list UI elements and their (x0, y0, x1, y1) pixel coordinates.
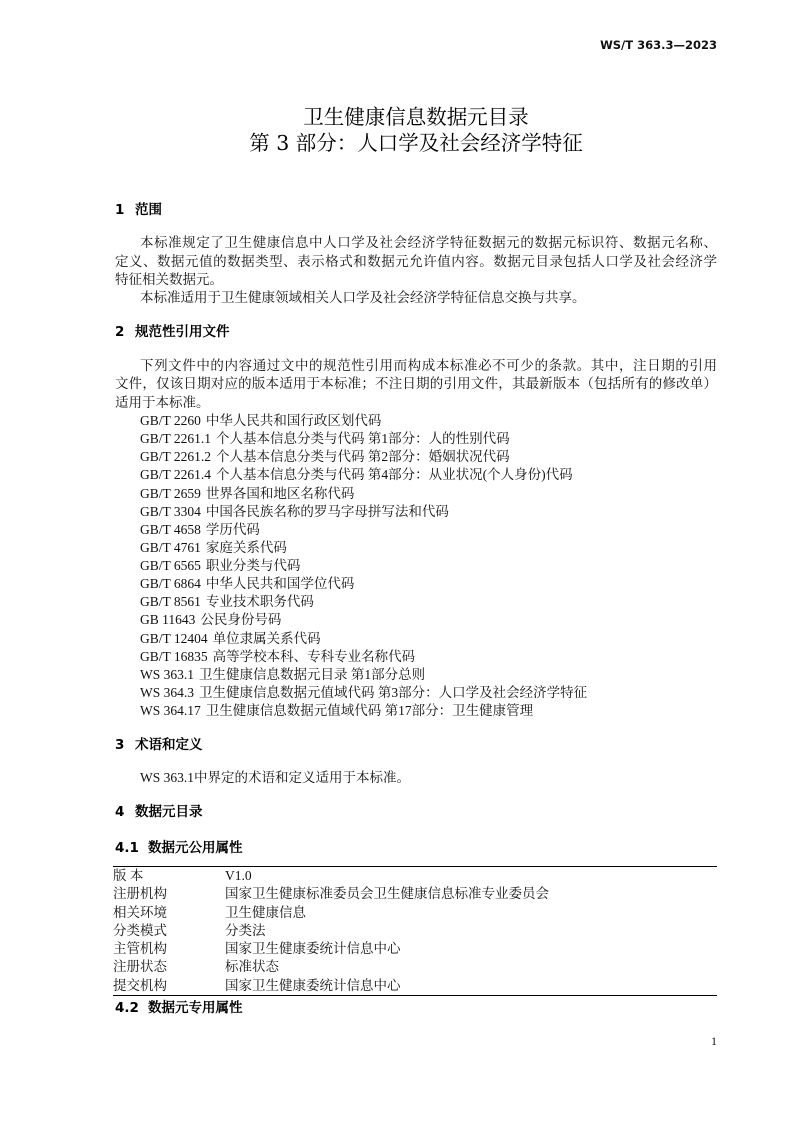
section-4-number: 4 (115, 804, 125, 820)
reference-item (140, 611, 717, 629)
reference-title: 单位隶属关系代码 (212, 630, 321, 646)
document-title-line1: 卫生健康信息数据元目录 (303, 105, 529, 129)
reference-code: GB/T 3304 (140, 503, 201, 519)
subsection-4-2-number: 4.2 (115, 1000, 139, 1016)
reference-code: WS 364.3 (140, 684, 194, 700)
reference-title: 世界各国和地区名称代码 (205, 485, 355, 501)
reference-code: GB/T 6864 (140, 576, 201, 592)
section-3-heading: 术语和定义 (135, 737, 203, 753)
table-row (113, 977, 717, 995)
references-intro-line: 下列文件中的内容通过文中的规范性引用而构成本标准必不可少的条款。其中，注日期的引用 (140, 358, 717, 373)
reference-title: 学历代码 (205, 521, 260, 537)
reference-item (140, 666, 717, 684)
attribute-value: 国家卫生健康委统计信息中心 (225, 977, 401, 993)
section-1-heading: 范围 (135, 202, 162, 218)
scope-paragraph-line: 定义、数据元值的数据类型、表示格式和数据元允许值内容。数据元目录包括人口学及社会经济学 (115, 254, 717, 269)
common-attributes-table (113, 866, 717, 996)
attribute-label: 注册机构 (113, 886, 167, 902)
reference-item (140, 521, 717, 539)
reference-title: 中华人民共和国行政区划代码 (205, 413, 382, 428)
reference-title: 公民身份号码 (200, 612, 282, 628)
reference-item (140, 412, 717, 430)
table-row (113, 922, 717, 940)
reference-code: GB/T 2261.4 (140, 467, 212, 483)
standard-number: WS/T 363.3—2023 (600, 38, 717, 52)
reference-item (140, 684, 717, 702)
attribute-label: 注册状态 (113, 959, 167, 975)
reference-item (140, 702, 717, 720)
reference-title: 职业分类与代码 (205, 558, 301, 573)
reference-title: 卫生健康信息数据元值域代码 第3部分：人口学及社会经济学特征 (199, 684, 588, 700)
reference-code: GB/T 2260 (140, 413, 201, 428)
scope-paragraph-line: 特征相关数据元。 (115, 272, 223, 287)
subsection-4-2-heading: 数据元专用属性 (148, 1000, 243, 1016)
section-2-number: 2 (115, 324, 125, 340)
section-4-heading: 数据元目录 (135, 804, 203, 820)
table-row (113, 958, 717, 976)
subsection-4-1-heading: 数据元公用属性 (148, 840, 243, 856)
reference-title: 家庭关系代码 (205, 539, 287, 555)
reference-item (140, 503, 717, 521)
references-intro-line: 文件，仅该日期对应的版本适用于本标准；不注日期的引用文件，其最新版本（包括所有的修改单） (115, 376, 717, 391)
reference-item (140, 430, 717, 448)
reference-list (140, 412, 717, 720)
section-2-heading: 规范性引用文件 (135, 324, 230, 340)
reference-title: 中国各民族名称的罗马字母拼写法和代码 (205, 503, 449, 519)
attribute-value: 分类法 (225, 922, 266, 938)
attribute-value: 标准状态 (225, 959, 279, 975)
reference-title: 个人基本信息分类与代码 第4部分：从业状况(个人身份)代码 (216, 467, 573, 483)
reference-title: 个人基本信息分类与代码 第1部分：人的性别代码 (216, 431, 510, 447)
reference-code: GB/T 4761 (140, 539, 201, 555)
attribute-value: 国家卫生健康委统计信息中心 (225, 941, 401, 957)
reference-code: GB/T 6565 (140, 558, 201, 573)
references-intro-line: 适用于本标准。 (115, 395, 210, 410)
reference-code: GB/T 16835 (140, 648, 208, 664)
section-1-number: 1 (115, 202, 125, 218)
attribute-value: 卫生健康信息 (225, 904, 306, 920)
reference-title: 卫生健康信息数据元值域代码 第17部分：卫生健康管理 (205, 703, 534, 718)
reference-item (140, 575, 717, 593)
subsection-4-1-number: 4.1 (115, 840, 139, 856)
attribute-label: 主管机构 (113, 941, 167, 957)
reference-title: 个人基本信息分类与代码 第2部分：婚姻状况代码 (216, 449, 510, 465)
reference-code: GB/T 2261.2 (140, 449, 212, 465)
reference-code: WS 364.17 (140, 703, 201, 718)
reference-item (140, 630, 717, 648)
table-row (113, 867, 717, 885)
reference-title: 卫生健康信息数据元目录 第1部分总则 (199, 666, 426, 682)
reference-item (140, 485, 717, 503)
reference-item (140, 466, 717, 484)
reference-code: GB/T 2659 (140, 485, 201, 501)
terms-paragraph: WS 363.1中界定的术语和定义适用于本标准。 (140, 770, 410, 785)
reference-item (140, 539, 717, 557)
page-number: 1 (711, 1034, 717, 1048)
attribute-label: 分类模式 (113, 922, 167, 938)
reference-item (140, 448, 717, 466)
attribute-label: 版 本 (113, 868, 144, 883)
reference-title: 专业技术职务代码 (205, 594, 314, 610)
reference-title: 中华人民共和国学位代码 (205, 576, 355, 592)
scope-paragraph-2: 本标准适用于卫生健康领域相关人口学及社会经济学特征信息交换与共享。 (140, 290, 586, 305)
reference-item (140, 557, 717, 575)
reference-code: GB/T 4658 (140, 521, 201, 537)
table-row (113, 940, 717, 958)
reference-code: GB/T 2261.1 (140, 431, 212, 447)
reference-code: GB/T 8561 (140, 594, 201, 610)
attribute-value: 国家卫生健康标准委员会卫生健康信息标准专业委员会 (225, 886, 549, 902)
attribute-label: 相关环境 (113, 904, 167, 920)
table-row (113, 904, 717, 922)
document-title-line2: 第 3 部分：人口学及社会经济学特征 (249, 131, 583, 155)
reference-item (140, 648, 717, 666)
reference-code: WS 363.1 (140, 666, 194, 682)
reference-item (140, 593, 717, 611)
scope-paragraph-line: 本标准规定了卫生健康信息中人口学及社会经济学特征数据元的数据元标识符、数据元名称、 (140, 235, 717, 250)
reference-title: 高等学校本科、专科专业名称代码 (212, 648, 416, 664)
table-row (113, 885, 717, 903)
reference-code: GB 11643 (140, 612, 196, 628)
attribute-value: V1.0 (225, 868, 252, 883)
reference-code: GB/T 12404 (140, 630, 208, 646)
section-3-number: 3 (115, 737, 125, 753)
attribute-label: 提交机构 (113, 977, 167, 993)
